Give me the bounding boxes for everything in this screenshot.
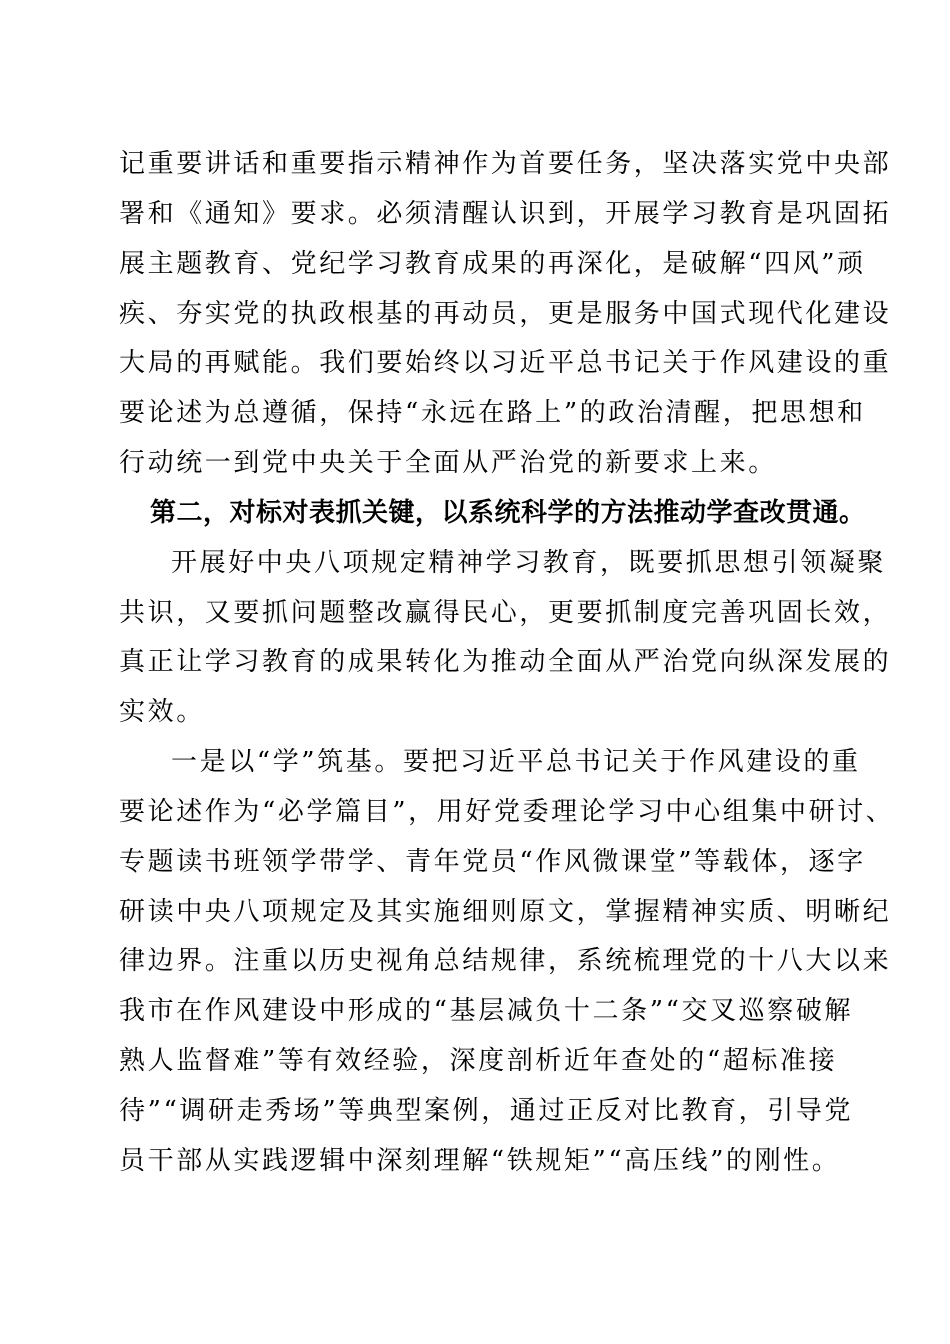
text-line: 待”“调研走秀场”等典型案例，通过正反对比教育，引导党 [119,1096,854,1126]
text-line: 行动统一到党中央关于全面从严治党的新要求上来。 [119,448,777,478]
text-line: 实效。 [119,697,205,727]
text-line: 专题读书班领学带学、青年党员“作风微课堂”等载体，逐字 [119,847,866,877]
text-line: 员干部从实践逻辑中深刻理解“铁规矩”“高压线”的刚性。 [119,1146,841,1176]
text-line: 开展好中央八项规定精神学习教育，既要抓思想引领凝聚 [171,548,887,578]
text-line: 共识，又要抓问题整改赢得民心，更要抓制度完善巩固长效， [119,598,892,628]
text-line: 我市在作风建设中形成的“基层减负十二条”“交叉巡察破解 [119,996,854,1026]
section-heading: 第二，对标对表抓关键，以系统科学的方法推动学查改贯通。 [150,498,866,528]
text-line: 要论述作为“必学篇目”，用好党委理论学习中心组集中研讨、 [119,797,895,827]
text-line: 展主题教育、党纪学习教育成果的再深化，是破解“四风”顽 [119,249,866,279]
text-line: 疾、夯实党的执政根基的再动员，更是服务中国式现代化建设 [119,299,892,329]
text-line: 熟人监督难”等有效经验，深度剖析近年查处的“超标准接 [119,1046,838,1076]
text-line: 记重要讲话和重要指示精神作为首要任务，坚决落实党中央部 [119,149,892,179]
text-line: 研读中央八项规定及其实施细则原文，掌握精神实质、明晰纪 [119,897,892,927]
text-line: 大局的再赋能。我们要始终以习近平总书记关于作风建设的重 [119,348,892,378]
text-line: 律边界。注重以历史视角总结规律，系统梳理党的十八大以来 [119,946,892,976]
text-line: 一是以“学”筑基。要把习近平总书记关于作风建设的重 [171,747,861,777]
text-line: 真正让学习教育的成果转化为推动全面从严治党向纵深发展的 [119,647,892,677]
text-line: 要论述为总遵循，保持“永远在路上”的政治清醒，把思想和 [119,398,866,428]
text-line: 署和《通知》要求。必须清醒认识到，开展学习教育是巩固拓 [119,199,892,229]
